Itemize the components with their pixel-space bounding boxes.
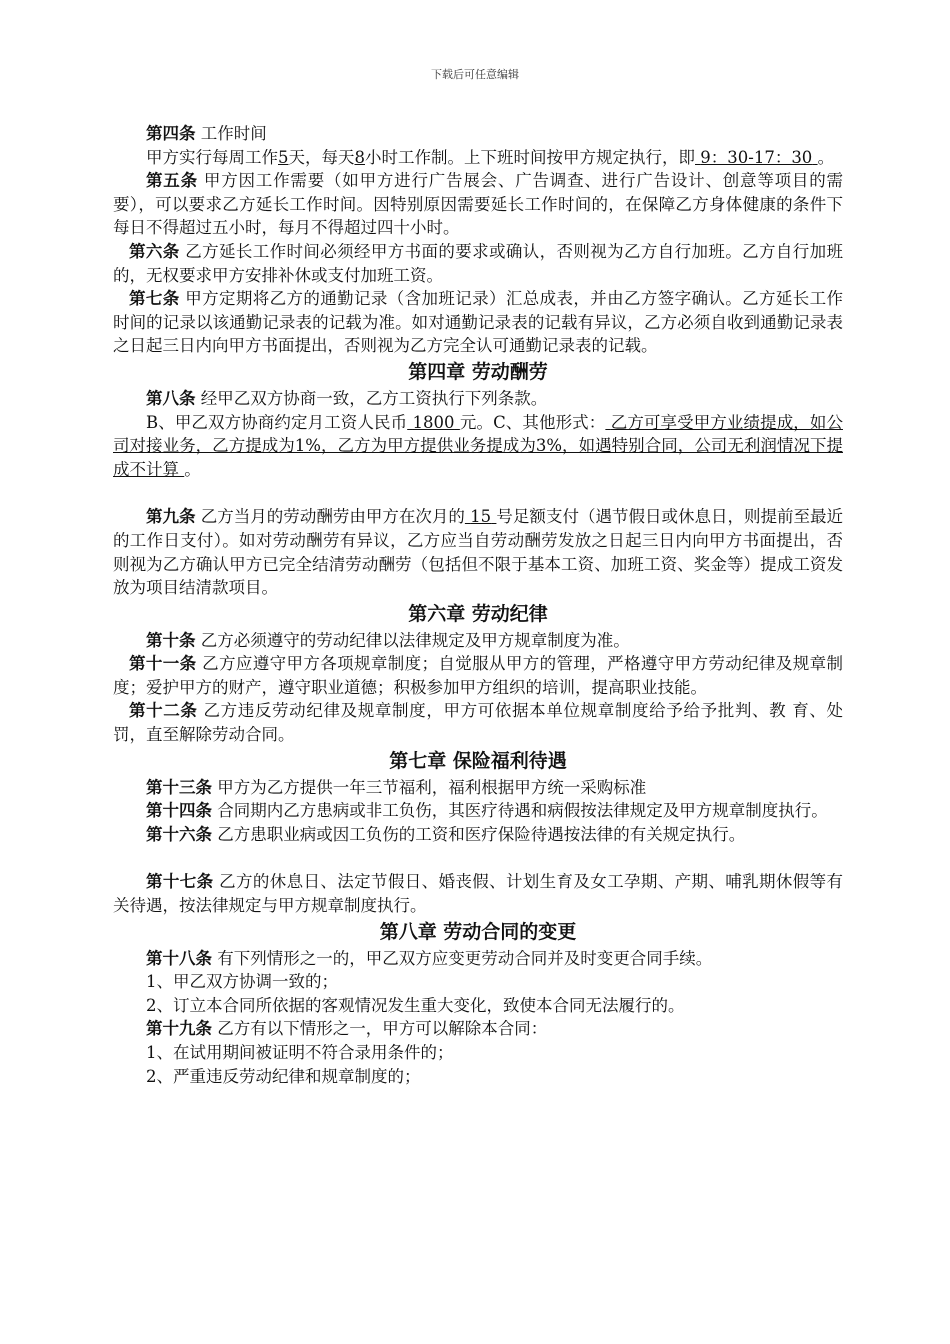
chapter-4-heading: 第四章 劳动酬劳: [408, 360, 548, 383]
article-8: [113, 387, 843, 411]
text-run: 元。C、其他形式：: [459, 412, 606, 432]
text-run: 甲方实行每周工作: [146, 147, 278, 167]
article-text: 经甲乙双方协商一致，乙方工资执行下列条款。: [195, 388, 548, 408]
text-run: 天，每天: [288, 147, 355, 167]
article-title: 第十二条: [129, 701, 198, 721]
article-text: 工作时间: [195, 124, 267, 143]
article-text: 有下列情形之一的，甲乙双方应变更劳动合同并及时变更合同手续。: [212, 948, 713, 968]
page-header: 下载后可任意编辑: [431, 68, 519, 81]
article-11: [113, 652, 843, 699]
salary-text: 1800: [412, 412, 455, 432]
text-run: B、甲乙双方协商约定月工资人民币: [146, 412, 408, 432]
pay-day-value: [465, 507, 497, 526]
article-10: [113, 629, 843, 653]
article-16: [113, 823, 843, 847]
article-19: [113, 1017, 843, 1041]
article-7: [113, 287, 843, 358]
article-13: [113, 776, 843, 800]
article-title: 第十七条: [146, 872, 214, 892]
article-8-salary: [113, 411, 843, 482]
article-title: 第十一条: [129, 654, 197, 674]
article-title: 第十条: [146, 630, 196, 650]
article-6: [113, 240, 843, 287]
text-run: 小时工作制。上下班时间按甲方规定执行，即: [365, 147, 695, 167]
text-run: 。: [817, 147, 835, 167]
article-12: [113, 699, 843, 746]
list-item: 2、订立本合同所依据的客观情况发生重大变化，致使本合同无法履行的。: [146, 995, 685, 1015]
article-title: 第十四条: [146, 801, 212, 821]
work-time-value: [695, 148, 818, 167]
article-4-heading: [113, 122, 843, 146]
article-title: 第十六条: [146, 824, 212, 844]
article-title: 第八条: [146, 388, 196, 408]
work-hours-value: 8: [354, 147, 365, 167]
article-4-body: [113, 146, 843, 170]
chapter-6-heading: 第六章 劳动纪律: [408, 602, 548, 625]
article-text: 乙方延长工作时间必须经甲方书面的要求或确认，否则视为乙方自行加班。乙方自行加班的，无权要求甲方安排补休或支付加班工资。: [113, 241, 843, 285]
blank-line: [113, 846, 843, 870]
article-14: [113, 799, 843, 823]
list-item: 2、严重违反劳动纪律和规章制度的；: [146, 1066, 421, 1086]
article-text: 乙方有以下情形之一，甲方可以解除本合同：: [212, 1019, 548, 1039]
blank-line: [113, 481, 843, 505]
salary-value: [407, 413, 460, 432]
article-17: [113, 870, 843, 917]
article-text: 乙方必须遵守的劳动纪律以法律规定及甲方规章制度为准。: [195, 630, 630, 650]
article-title: 第五条: [146, 171, 198, 191]
article-title: 第十九条: [146, 1019, 212, 1039]
article-5: [113, 169, 843, 240]
article-18: [113, 947, 843, 971]
article-title: 第十八条: [146, 948, 212, 968]
work-days-value: 5: [278, 147, 289, 167]
article-text: 乙方的休息日、法定节假日、婚丧假、计划生育及女工孕期、产期、哺乳期休假等有关待遇，按法律规定与甲方规章制度执行。: [113, 872, 844, 916]
article-text: 乙方违反劳动纪律及规章制度，甲方可依据本单位规章制度给予给予批判、教 育、处罚，直至解除劳动合同。: [113, 701, 843, 745]
article-title: 第六条: [129, 241, 180, 261]
list-item: 1、在试用期间被证明不符合录用条件的；: [146, 1043, 454, 1062]
work-time-text: 9：30-17：30: [700, 147, 813, 167]
text-run: 号足额支付（遇节假日或休息日，则提前至最近的工作日支付）。如对劳动酬劳有异议，乙方应当自劳动酬劳发放之日起三日内向甲方书面提出，否则视为乙方确认甲方已完全结清劳动酬劳（包括但不限于基本工资、加班工资、奖金等）提成工资发放为项目结清款项目。: [113, 507, 844, 598]
article-title: 第十三条: [146, 777, 212, 797]
chapter-7-heading: 第七章 保险福利待遇: [389, 749, 567, 772]
article-text: 合同期内乙方患病或非工负伤，其医疗待遇和病假按法律规定及甲方规章制度执行。: [212, 801, 828, 821]
article-text: 甲方为乙方提供一年三节福利，福利根据甲方统一采购标准: [212, 777, 647, 797]
article-9: [113, 505, 843, 599]
chapter-8-heading: 第八章 劳动合同的变更: [379, 920, 577, 943]
article-text: 乙方应遵守甲方各项规章制度；自觉服从甲方的管理，严格遵守甲方劳动纪律及规章制度；爱护甲方的财产，遵守职业道德；积极参加甲方组织的培训，提高职业技能。: [113, 654, 843, 697]
other-form-text: 乙方可享受甲方业绩提成，如公司对接业务，乙方提成为1%，乙方为甲方提供业务提成为3%，如遇特别合同，公司无利润情况下提成不计算: [113, 412, 843, 479]
article-text: 甲方定期将乙方的通勤记录（含加班记录）汇总成表，并由乙方签字确认。乙方延长工作时间的记录以该通勤记录表的记载为准。如对通勤记录表的记载有异议，乙方必须自收到通勤记录表之日起三日内向甲方书面提出，否则视为乙方完全认可通勤记录表的记载。: [113, 289, 843, 356]
list-item: 1、甲乙双方协调一致的；: [146, 972, 338, 992]
article-title: 第九条: [146, 507, 196, 527]
article-title: 第七条: [129, 289, 180, 309]
article-title: 第四条: [146, 124, 196, 143]
text-run: 。: [184, 459, 201, 479]
article-text: 甲方因工作需要（如甲方进行广告展会、广告调查、进行广告设计、创意等项目的需要），可以要求乙方延长工作时间。因特别原因需要延长工作时间的，在保障乙方身体健康的条件下每日不得超过五小时，每月不得超过四十小时。: [113, 171, 844, 238]
article-text: 乙方患职业病或因工负伤的工资和医疗保险待遇按法律的有关规定执行。: [212, 824, 746, 844]
document-body: [113, 122, 843, 1088]
text-run: 乙方当月的劳动酬劳由甲方在次月的: [195, 507, 465, 527]
pay-day-text: 15: [470, 507, 492, 527]
